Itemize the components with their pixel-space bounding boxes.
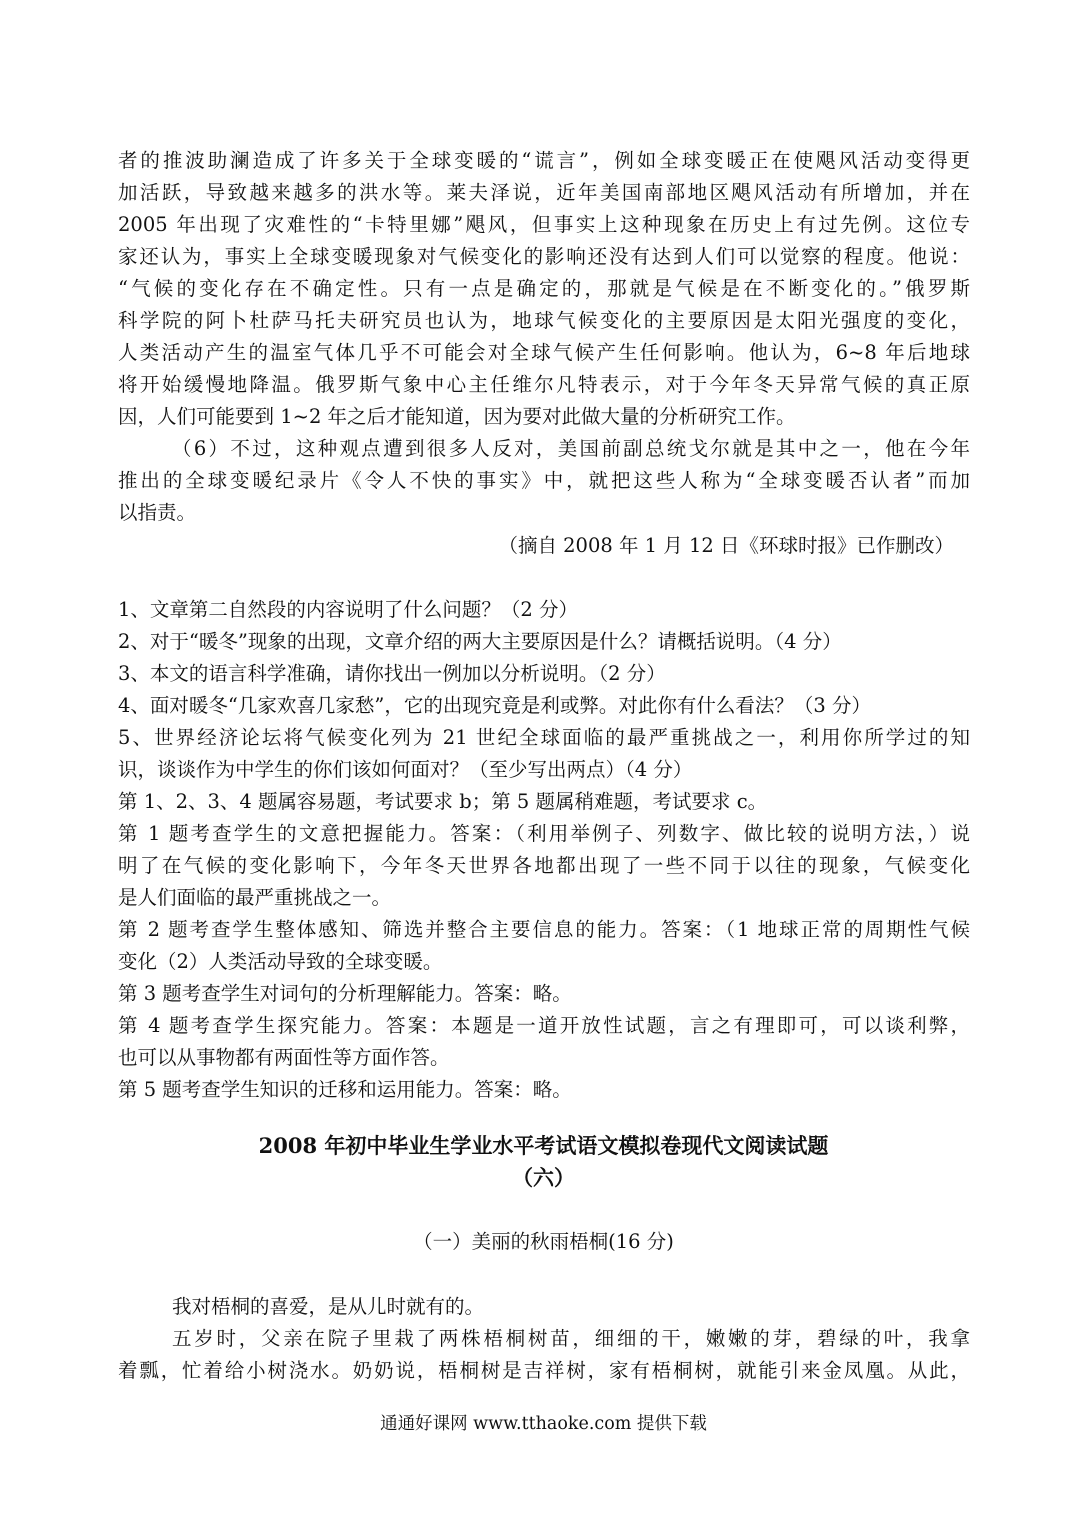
question-5-cont: 识，谈谈作为中学生的你们该如何面对？（至少写出两点）（4 分）: [118, 758, 693, 781]
source-note: （摘自 2008 年 1 月 12 日《环球时报》已作删改）: [498, 534, 954, 557]
answer-line: 第 3 题考查学生对词句的分析理解能力。答案：略。: [118, 982, 572, 1005]
paragraph-6-line: （6）不过，这种观点遭到很多人反对，美国前副总统戈尔就是其中之一，他在今年: [172, 437, 970, 460]
article-line: 2005 年出现了灾难性的“卡特里娜”飓风，但事实上这种现象在历史上有过先例。这位专: [118, 213, 970, 236]
question-5: 5、世界经济论坛将气候变化列为 21 世纪全球面临的最严重挑战之一，利用你所学过的知: [118, 726, 970, 749]
article-line: 将开始缓慢地降温。俄罗斯气象中心主任维尔凡特表示，对于今年冬天异常气候的真正原: [118, 373, 970, 396]
question-1: 1、文章第二自然段的内容说明了什么问题？（2 分）: [118, 598, 579, 621]
article-line: 加活跃，导致越来越多的洪水等。莱夫泽说，近年美国南部地区飓风活动有所增加，并在: [118, 181, 970, 204]
article-line: 家还认为，事实上全球变暖现象对气候变化的影响还没有达到人们可以觉察的程度。他说：: [118, 245, 970, 268]
answer-line: 变化（2）人类活动导致的全球变暖。: [118, 950, 443, 973]
essay-line: 我对梧桐的喜爱，是从儿时就有的。: [172, 1295, 485, 1318]
question-3: 3、本文的语言科学准确，请你找出一例加以分析说明。（2 分）: [118, 662, 666, 685]
answer-line: 第 5 题考查学生知识的迁移和运用能力。答案：略。: [118, 1078, 572, 1101]
essay-line: 五岁时，父亲在院子里栽了两株梧桐树苗，细细的干，嫩嫩的芽，碧绿的叶，我拿: [172, 1327, 970, 1350]
article-line: 人类活动产生的温室气体几乎不可能会对全球气候产生任何影响。他认为，6~8 年后地球: [118, 341, 970, 364]
answer-line: 第 1 题考查学生的文意把握能力。答案：（利用举例子、列数字、做比较的说明方法，）说: [118, 822, 970, 845]
essay-title: （一）美丽的秋雨梧桐(16 分): [413, 1230, 674, 1253]
section-subtitle: （六）: [512, 1165, 575, 1190]
question-2: 2、对于“暖冬”现象的出现，文章介绍的两大主要原因是什么？请概括说明。（4 分）: [118, 630, 842, 653]
article-line: 因，人们可能要到 1~2 年之后才能知道，因为要对此做大量的分析研究工作。: [118, 405, 796, 428]
answer-line: 第 4 题考查学生探究能力。答案：本题是一道开放性试题，言之有理即可，可以谈利弊，: [118, 1014, 970, 1037]
page-footer: 通通好课网 www.tthaoke.com 提供下载: [380, 1414, 707, 1434]
paragraph-6-line: 推出的全球变暖纪录片《令人不快的事实》中，就把这些人称为“全球变暖否认者”而加: [118, 469, 970, 492]
question-4: 4、面对暖冬“几家欢喜几家愁”，它的出现究竟是利或弊。对此你有什么看法？（3 分）: [118, 694, 871, 717]
section-title: 2008 年初中毕业生学业水平考试语文模拟卷现代文阅读试题: [258, 1133, 829, 1158]
answer-line: 也可以从事物都有两面性等方面作答。: [118, 1046, 450, 1069]
answer-line: 明了在气候的变化影响下，今年冬天世界各地都出现了一些不同于以往的现象，气候变化: [118, 854, 970, 877]
answer-line: 第 1、2、3、4 题属容易题，考试要求 b；第 5 题属稍难题，考试要求 c。: [118, 790, 768, 813]
article-line: “气候的变化存在不确定性。只有一点是确定的，那就是气候是在不断变化的。”俄罗斯: [118, 277, 970, 300]
article-line: 者的推波助澜造成了许多关于全球变暖的“谎言”，例如全球变暖正在使飓风活动变得更: [118, 149, 970, 172]
answer-line: 是人们面临的最严重挑战之一。: [118, 886, 392, 909]
answer-line: 第 2 题考查学生整体感知、筛选并整合主要信息的能力。答案：（1 地球正常的周期性气候: [118, 918, 970, 941]
article-line: 科学院的阿卜杜萨马托夫研究员也认为，地球气候变化的主要原因是太阳光强度的变化，: [118, 309, 970, 332]
essay-line: 着瓢，忙着给小树浇水。奶奶说，梧桐树是吉祥树，家有梧桐树，就能引来金凤凰。从此，: [118, 1359, 970, 1382]
paragraph-6-line: 以指责。: [118, 501, 197, 524]
